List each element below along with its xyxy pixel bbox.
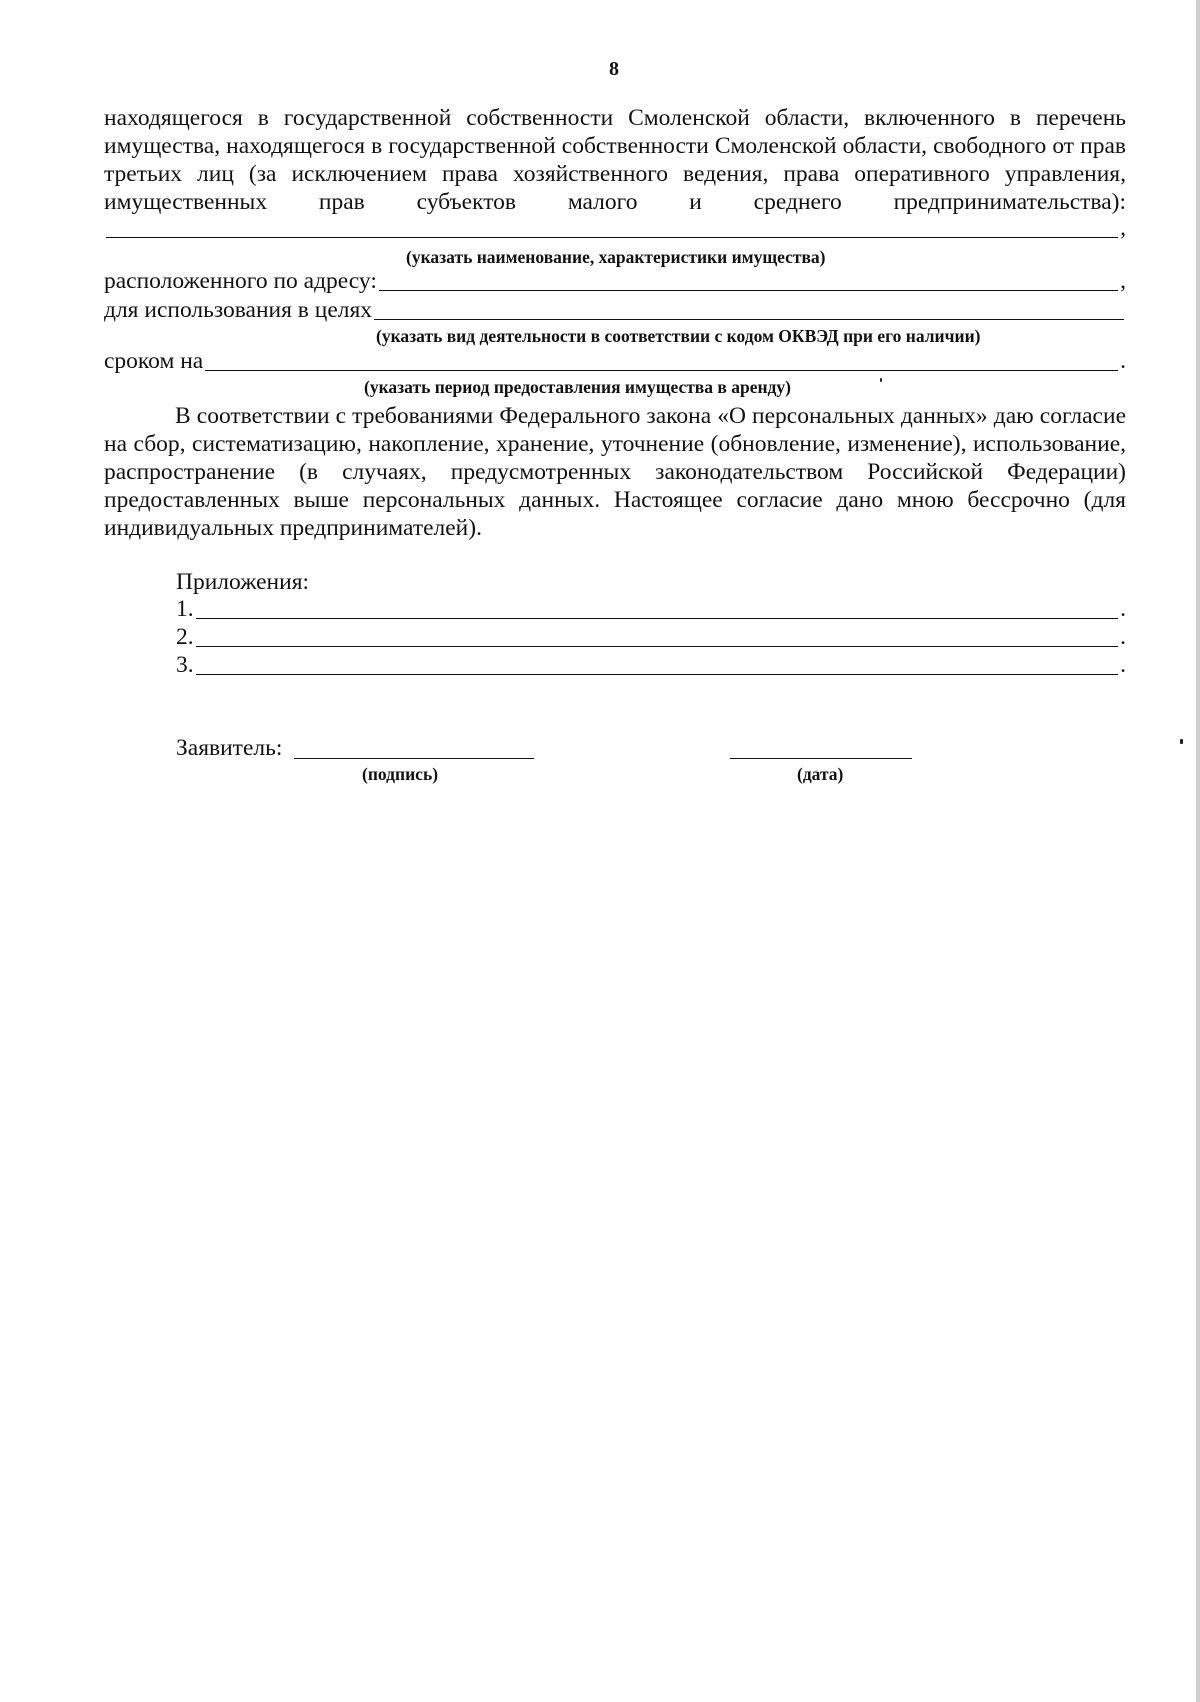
address-blank-line[interactable]: [379, 268, 1118, 291]
scan-speck: [880, 378, 882, 382]
applicant-label: Заявитель:: [176, 735, 283, 761]
scan-edge: [1196, 0, 1200, 1702]
attachment-end-mark: .: [1120, 652, 1126, 678]
date-caption: (дата): [797, 764, 844, 784]
attachment-blank-line[interactable]: [196, 596, 1119, 619]
attachment-blank-line[interactable]: [196, 652, 1119, 675]
address-field[interactable]: [104, 268, 1126, 295]
attachment-end-mark: .: [1120, 596, 1126, 622]
address-end-mark: ,: [1120, 268, 1126, 294]
attachment-number: 3.: [176, 652, 194, 678]
attachment-row[interactable]: [176, 624, 1126, 651]
property-field[interactable]: [104, 215, 1126, 242]
term-field[interactable]: [104, 348, 1126, 375]
property-caption: (указать наименование, характеристики имущества): [406, 247, 826, 267]
date-blank-line[interactable]: [730, 758, 912, 759]
purpose-blank-line[interactable]: [374, 297, 1124, 320]
address-label: расположенного по адресу:: [104, 268, 377, 294]
term-caption: (указать период предоставления имущества в аренду): [364, 377, 791, 397]
purpose-caption: (указать вид деятельности в соответствии с кодом ОКВЭД при его наличии): [376, 326, 981, 346]
property-end-mark: ,: [1120, 215, 1126, 241]
signature-caption: (подпись): [362, 764, 439, 784]
attachments-title: Приложения:: [176, 569, 310, 595]
attachment-end-mark: .: [1120, 624, 1126, 650]
page-number: 8: [609, 58, 619, 80]
scan-speck: [1180, 739, 1183, 744]
intro-paragraph: находящегося в государственной собственности Смоленской области, включенного в перечень имущества, находящегося в государственной собственности Смоленской области, свободного от прав третьих лиц (за исключением права хозяйственного ведения, права оперативного управления, имущественных прав субъектов малого и среднего предпринимательства):: [104, 105, 1126, 215]
attachment-blank-line[interactable]: [196, 624, 1119, 647]
term-end-mark: .: [1120, 348, 1126, 374]
purpose-field[interactable]: [104, 297, 1126, 324]
consent-paragraph: В соответствии с требованиями Федерального закона «О персональных данных» даю согласие на сбор, систематизацию, накопление, хранение, уточнение (обновление, изменение), использование, распространение (в случаях, предусмотренных законодательством Российской Федерации) предоставленных выше персональных данных. Настоящее согласие дано мною бессрочно (для индивидуальных предпринимателей).: [104, 403, 1126, 541]
attachment-row[interactable]: [176, 596, 1126, 623]
term-blank-line[interactable]: [205, 348, 1118, 371]
signature-blank-line[interactable]: [294, 758, 534, 759]
attachment-number: 2.: [176, 624, 194, 650]
term-label: сроком на: [104, 348, 204, 374]
attachment-number: 1.: [176, 596, 194, 622]
property-blank-line[interactable]: [106, 215, 1118, 238]
attachment-row[interactable]: [176, 652, 1126, 679]
purpose-label: для использования в целях: [104, 297, 373, 323]
